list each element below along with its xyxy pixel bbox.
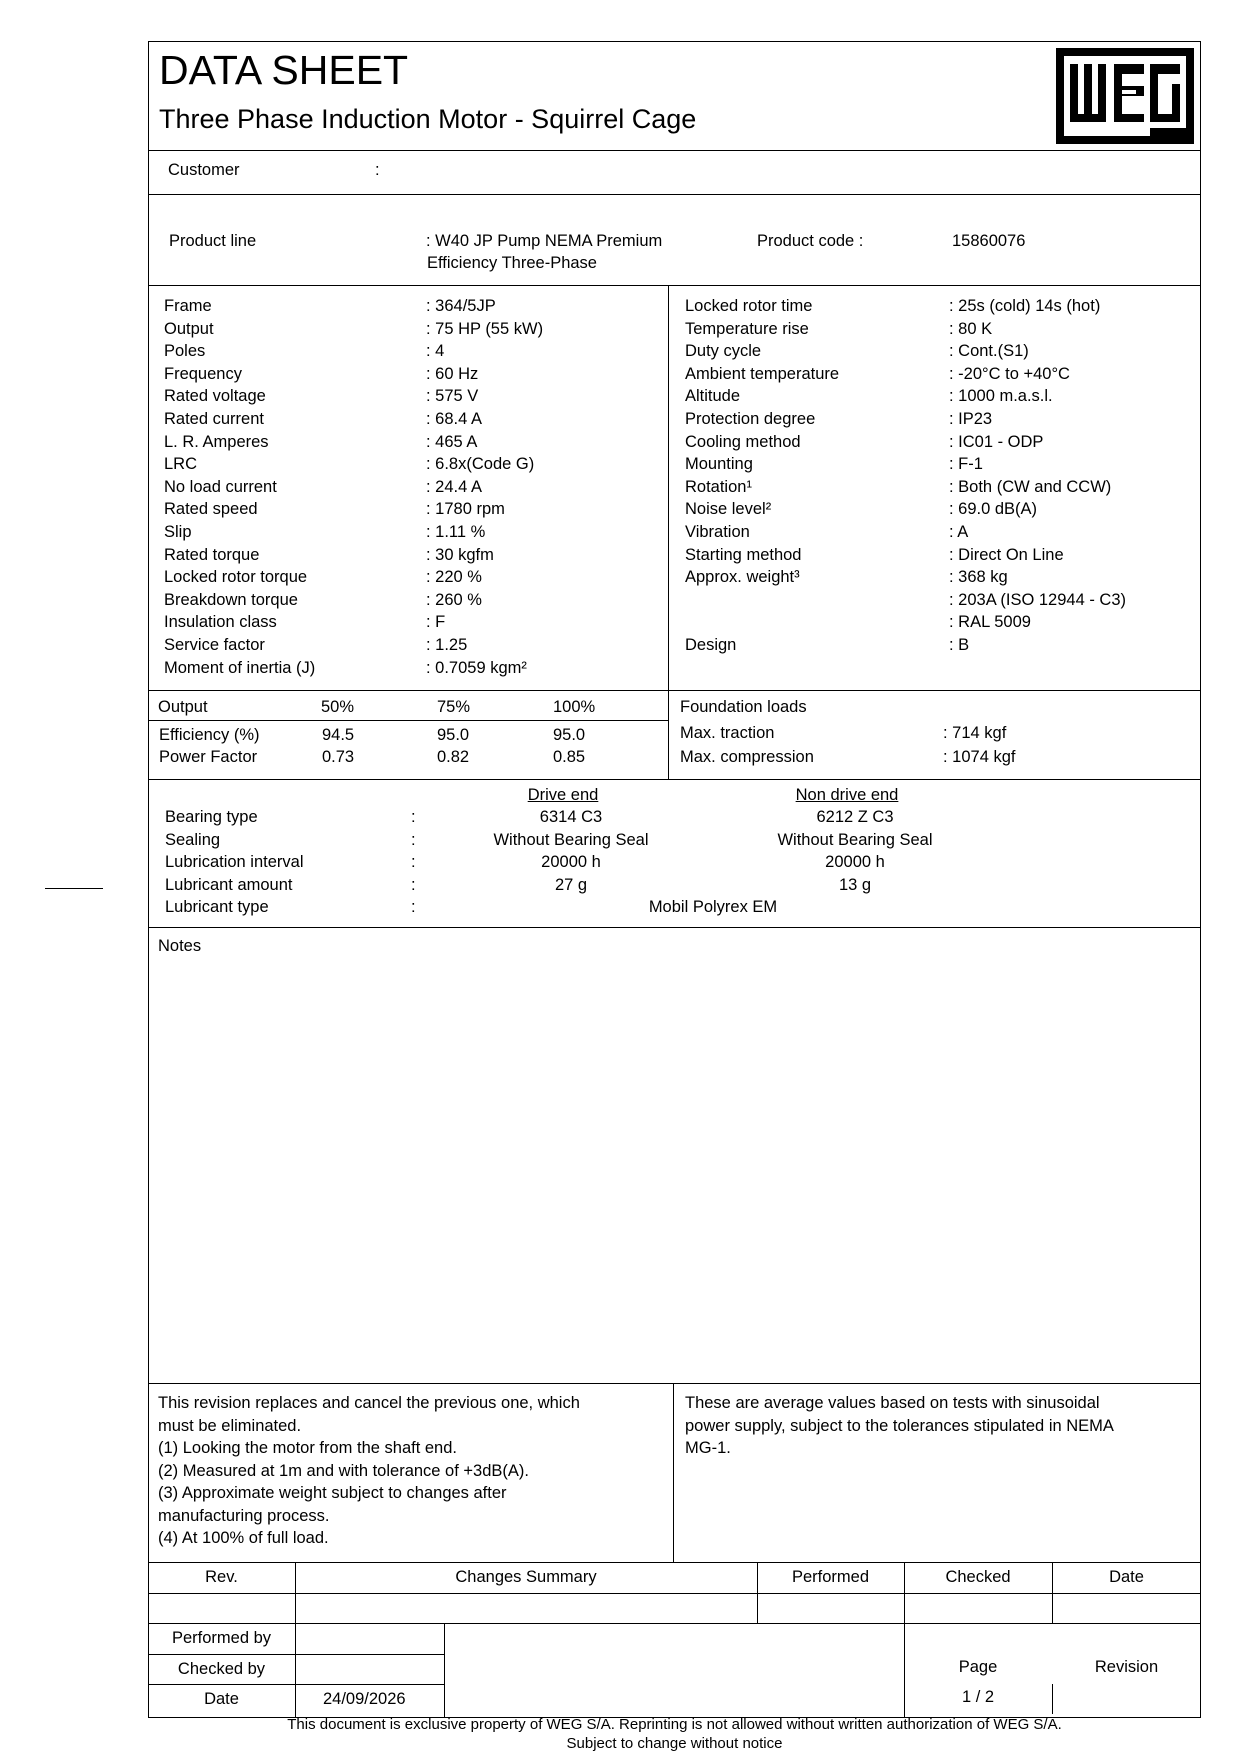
spec-value: : IC01 - ODP	[949, 432, 1044, 451]
signoff-date-value: 24/09/2026	[323, 1690, 406, 1708]
spec-label: Ambient temperature	[685, 364, 840, 383]
lubricant-type-sep: :	[411, 898, 416, 916]
bearing-row-non-drive-end: 6212 Z C3	[816, 808, 894, 826]
checked-header: Checked	[945, 1568, 1011, 1586]
footnote-line: (3) Approximate weight subject to changes after	[158, 1484, 507, 1502]
perf-efficiency-100: 95.0	[553, 726, 586, 744]
weg-logo-icon	[1056, 48, 1194, 144]
spec-value: : 24.4 A	[426, 477, 482, 496]
bearing-non-drive-end-header: Non drive end	[795, 786, 899, 804]
bearing-drive-end-header: Drive end	[527, 786, 599, 804]
margin-mark	[45, 888, 103, 889]
spec-label: Rated torque	[164, 545, 260, 564]
notes-label: Notes	[158, 937, 202, 955]
bearing-row-label: Lubricant amount	[165, 875, 293, 894]
spec-value: : 30 kgfm	[426, 545, 494, 564]
spec-value: : 25s (cold) 14s (hot)	[949, 297, 1101, 315]
spec-value: : 220 %	[426, 568, 482, 587]
bearing-row-drive-end: 6314 C3	[539, 808, 603, 826]
perf-pf-100: 0.85	[553, 748, 586, 766]
revision-label: Revision	[1094, 1658, 1159, 1676]
divider-perf	[148, 779, 1201, 780]
footnote-line: These are average values based on tests with sinusoidal	[685, 1394, 1100, 1412]
footnotes-right	[685, 1392, 1114, 1460]
spec-value: : 1.25	[426, 636, 468, 654]
spec-label: Rated current	[164, 410, 264, 428]
page-label: Page	[958, 1658, 998, 1676]
bearing-row-non-drive-end: 20000 h	[825, 853, 885, 871]
bearing-row-label: Bearing type	[165, 808, 258, 826]
spec-label: Service factor	[164, 636, 265, 654]
spec-value: : 1.11 %	[426, 523, 486, 541]
spec-value: : 68.4 A	[426, 410, 482, 428]
spec-label: Frequency	[164, 364, 242, 383]
foundation-title: Foundation loads	[680, 698, 807, 716]
spec-value: : 75 HP (55 kW)	[426, 319, 544, 338]
footer-copyright: This document is exclusive property of WEG S/A. Reprinting is not allowed without written authorization of WEG S/A.	[287, 1716, 1062, 1733]
footnotes-left	[158, 1392, 580, 1550]
spec-value: : Both (CW and CCW)	[949, 477, 1112, 496]
spec-value: : 0.7059 kgm²	[426, 658, 527, 677]
lubricant-type-value: Mobil Polyrex EM	[648, 898, 778, 916]
product-line-value-2: Efficiency Three-Phase	[427, 254, 597, 272]
spec-label: Slip	[164, 523, 192, 541]
customer-label: Customer	[168, 161, 240, 179]
rev-header: Rev.	[205, 1568, 238, 1586]
divider-bearings	[148, 927, 1201, 928]
spec-value: : Direct On Line	[949, 545, 1064, 564]
bearing-row-non-drive-end: 13 g	[838, 875, 872, 894]
footer-notice: Subject to change without notice	[566, 1735, 783, 1752]
bearing-row-drive-end: 20000 h	[541, 853, 601, 871]
spec-label: Breakdown torque	[164, 590, 298, 609]
spec-label: No load current	[164, 477, 277, 496]
spec-value: : RAL 5009	[949, 613, 1031, 632]
spec-value: : 368 kg	[949, 568, 1008, 587]
footnote-line: must be eliminated.	[158, 1416, 302, 1435]
spec-label: Starting method	[685, 545, 802, 564]
spec-value: : Cont.(S1)	[949, 342, 1029, 361]
perf-header-output: Output	[158, 698, 208, 716]
signoff-date-label: Date	[204, 1690, 239, 1708]
page-subtitle: Three Phase Induction Motor - Squirrel Cage	[159, 104, 697, 134]
spec-value: : 60 Hz	[426, 364, 479, 383]
spec-label: Moment of inertia (J)	[164, 658, 316, 677]
page-title: DATA SHEET	[159, 47, 409, 93]
foundation-traction-value: : 714 kgf	[943, 724, 1007, 742]
spec-label: Rated voltage	[164, 387, 266, 406]
divider-signoff-vertical	[444, 1623, 445, 1718]
spec-value: : 80 K	[949, 319, 993, 338]
performed-header: Performed	[791, 1568, 870, 1586]
spec-label: Rotation¹	[685, 477, 752, 496]
bearing-row-sep: :	[411, 853, 416, 871]
divider-header	[148, 150, 1201, 151]
spec-label: Noise level²	[685, 500, 772, 519]
checked-by-label: Checked by	[177, 1660, 266, 1678]
spec-value: : 1000 m.a.s.l.	[949, 387, 1053, 406]
spec-label: L. R. Amperes	[164, 432, 269, 451]
spec-label: Approx. weight³	[685, 568, 800, 587]
perf-header-100: 100%	[553, 698, 596, 716]
spec-label: Insulation class	[164, 613, 277, 632]
spec-value: : B	[949, 636, 970, 654]
customer-sep: :	[375, 161, 380, 179]
footnote-line: (2) Measured at 1m and with tolerance of +3dB(A).	[158, 1461, 529, 1480]
spec-label: Protection degree	[685, 410, 816, 428]
footnote-line: (1) Looking the motor from the shaft end.	[158, 1439, 457, 1457]
bearing-row-drive-end: Without Bearing Seal	[493, 830, 649, 849]
bearing-row-label: Lubrication interval	[165, 853, 304, 871]
divider-footnotes-vertical	[673, 1383, 674, 1562]
spec-label: Duty cycle	[685, 342, 762, 361]
lubricant-type-label: Lubricant type	[165, 898, 269, 916]
perf-efficiency-label: Efficiency (%)	[159, 726, 260, 744]
bearing-row-non-drive-end: Without Bearing Seal	[777, 830, 933, 849]
perf-pf-label: Power Factor	[159, 748, 258, 766]
perf-efficiency-50: 94.5	[322, 726, 355, 744]
divider-signoff-2	[148, 1684, 444, 1685]
divider-specs	[148, 690, 1201, 691]
spec-value: : 203A (ISO 12944 - C3)	[949, 590, 1127, 609]
spec-value: : F	[426, 613, 446, 632]
perf-pf-50: 0.73	[322, 748, 355, 766]
spec-label: Frame	[164, 297, 212, 315]
spec-label: LRC	[164, 455, 198, 474]
footnote-line: MG-1.	[685, 1439, 731, 1457]
bearing-row-label: Sealing	[165, 830, 221, 849]
spec-label: Temperature rise	[685, 319, 809, 338]
product-code-value: 15860076	[952, 232, 1026, 250]
spec-label: Mounting	[685, 455, 753, 474]
spec-label: Vibration	[685, 523, 750, 541]
date-header: Date	[1109, 1568, 1144, 1586]
divider-customer	[148, 194, 1201, 195]
divider-rev-header	[148, 1593, 1201, 1594]
spec-value: : 575 V	[426, 387, 479, 406]
spec-label: Poles	[164, 342, 206, 361]
spec-label: Locked rotor torque	[164, 568, 308, 587]
perf-efficiency-75: 95.0	[437, 726, 470, 744]
foundation-compression-value: : 1074 kgf	[943, 748, 1016, 766]
foundation-traction-label: Max. traction	[680, 724, 775, 742]
changes-summary-header: Changes Summary	[455, 1568, 597, 1586]
spec-value: : 69.0 dB(A)	[949, 500, 1038, 519]
spec-value: : 6.8x(Code G)	[426, 455, 535, 474]
spec-label: Cooling method	[685, 432, 801, 451]
bearing-row-sep: :	[411, 830, 416, 849]
divider-signoff-1	[148, 1654, 444, 1655]
spec-label: Output	[164, 319, 214, 338]
spec-value: : 260 %	[426, 590, 482, 609]
spec-label: Altitude	[685, 387, 741, 406]
spec-value: : 4	[426, 342, 445, 361]
spec-value: : F-1	[949, 455, 983, 474]
footnote-line: This revision replaces and cancel the previous one, which	[158, 1394, 580, 1412]
spec-label: Locked rotor time	[685, 297, 813, 315]
bearing-row-sep: :	[411, 808, 416, 826]
divider-page-revision	[1052, 1684, 1053, 1714]
page-value: 1 / 2	[961, 1688, 995, 1706]
perf-header-75: 75%	[437, 698, 471, 716]
spec-value: : 465 A	[426, 432, 478, 451]
perf-header-50: 50%	[321, 698, 355, 716]
foundation-compression-label: Max. compression	[680, 748, 814, 766]
bearing-row-sep: :	[411, 875, 416, 894]
performed-by-label: Performed by	[171, 1629, 272, 1647]
bearing-row-drive-end: 27 g	[554, 875, 588, 894]
spec-value: : -20°C to +40°C	[949, 364, 1070, 383]
divider-specs-vertical	[668, 285, 669, 779]
divider-rev-row	[148, 1623, 1201, 1624]
footnote-line: manufacturing process.	[158, 1506, 330, 1525]
spec-value: : 364/5JP	[426, 297, 496, 315]
spec-value: : A	[949, 523, 969, 541]
product-line-value: : W40 JP Pump NEMA Premium	[426, 232, 663, 250]
spec-label: Rated speed	[164, 500, 258, 519]
divider-footnotes	[148, 1562, 1201, 1563]
divider-notes	[148, 1383, 1201, 1384]
spec-value: : 1780 rpm	[426, 500, 505, 519]
product-line-label: Product line	[169, 232, 257, 250]
divider-perf-header	[148, 720, 668, 721]
product-code-label: Product code :	[757, 232, 864, 250]
spec-label: Design	[685, 636, 737, 654]
perf-pf-75: 0.82	[437, 748, 470, 766]
spec-value: : IP23	[949, 410, 993, 428]
footnote-line: power supply, subject to the tolerances stipulated in NEMA	[685, 1416, 1114, 1435]
weg-logo	[1056, 48, 1194, 144]
divider-product	[148, 285, 1201, 286]
footnote-line: (4) At 100% of full load.	[158, 1529, 329, 1547]
